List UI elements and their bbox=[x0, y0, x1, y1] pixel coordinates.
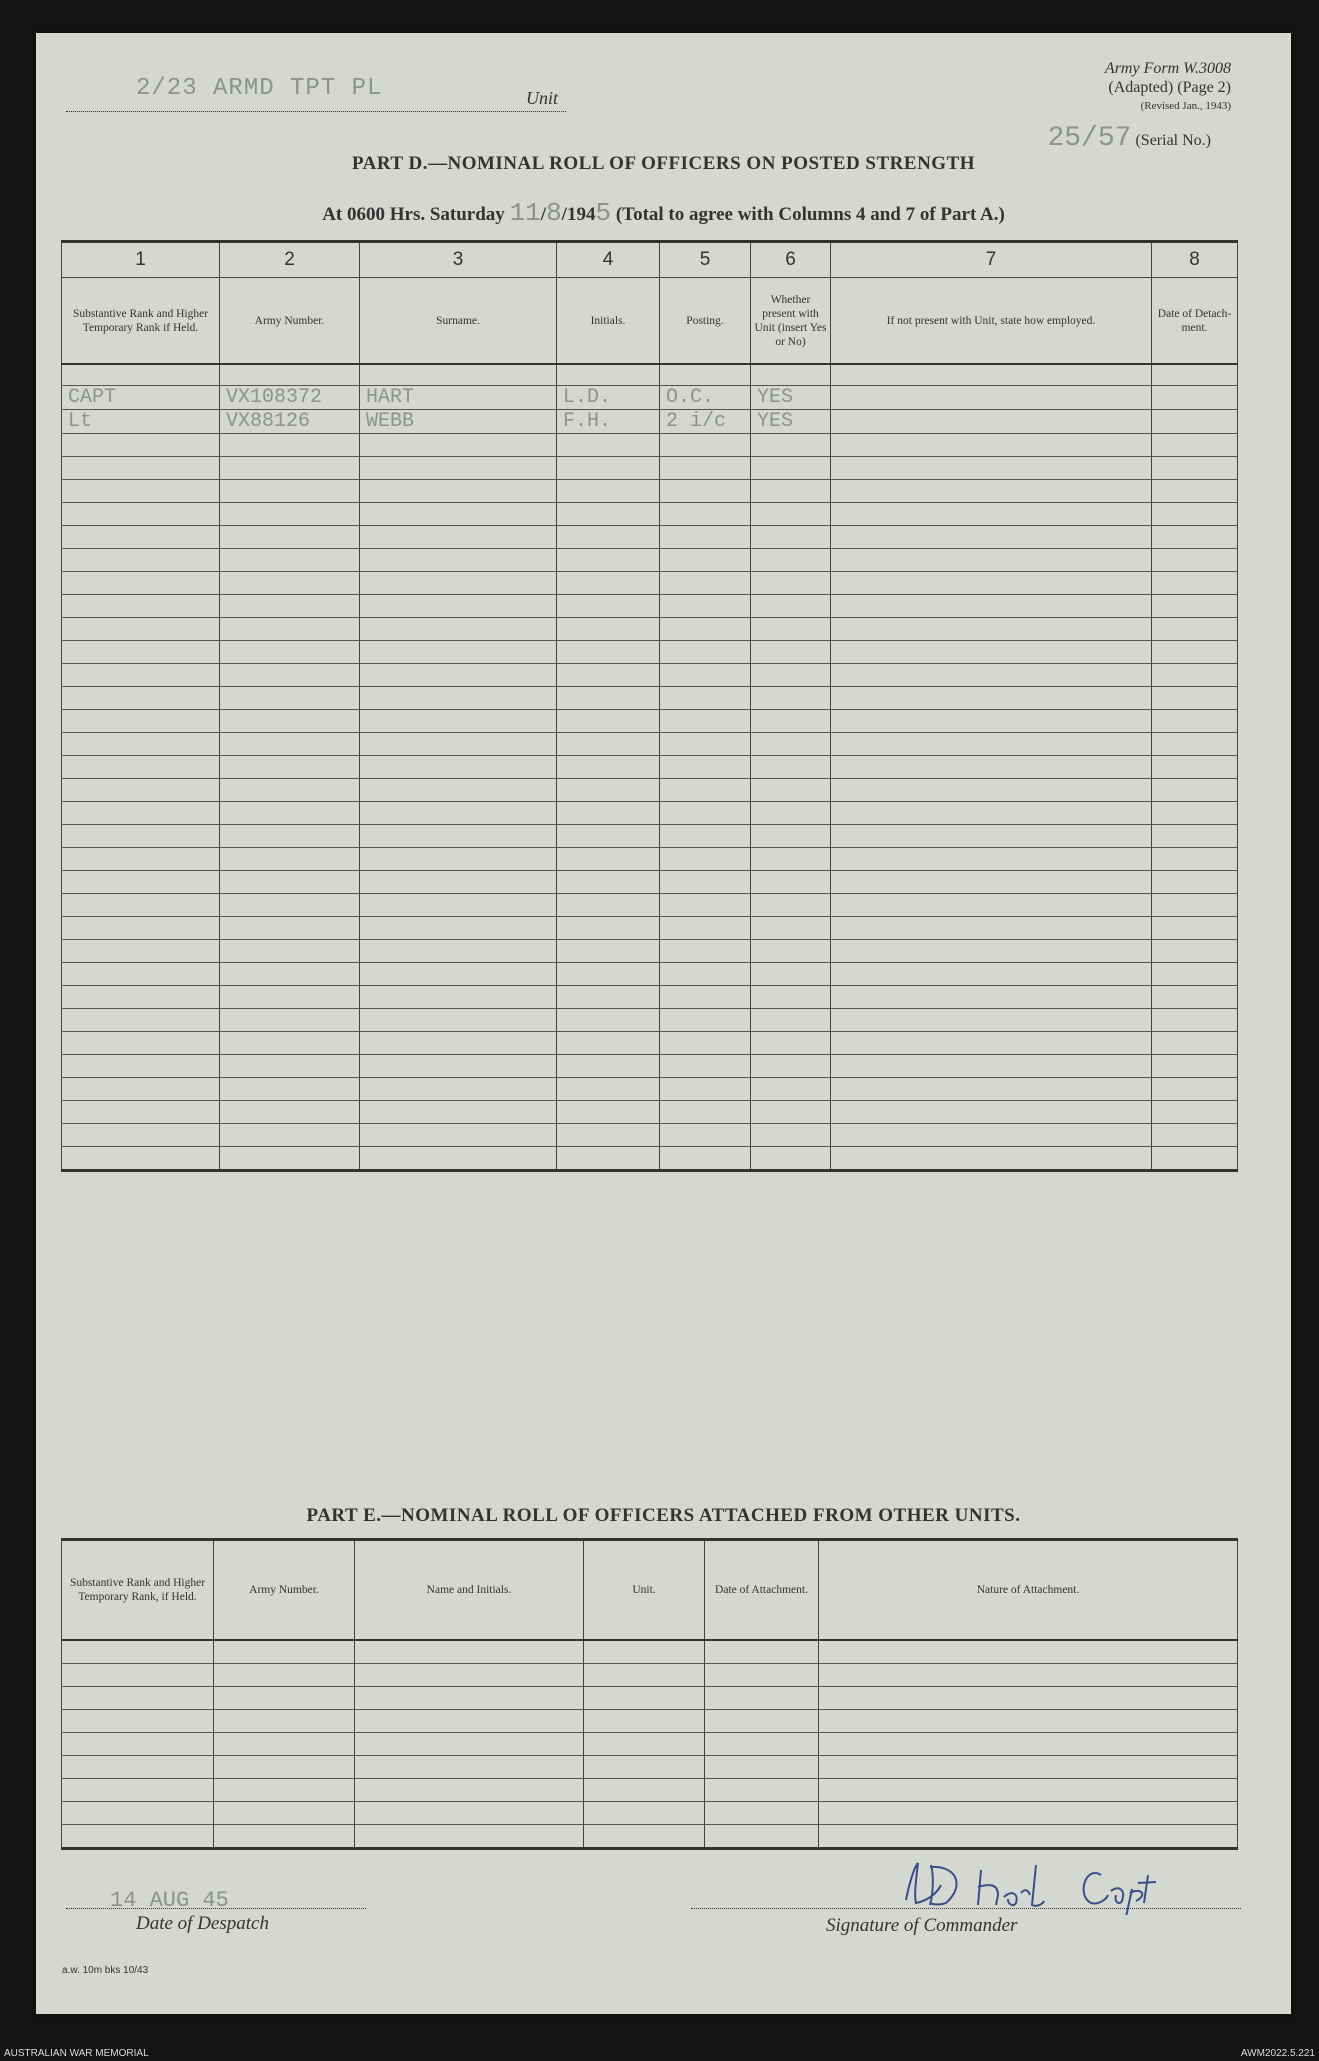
table-row bbox=[62, 687, 1238, 710]
form-identifier bbox=[1105, 59, 1231, 116]
col-header-surname: Surname. bbox=[360, 278, 557, 365]
table-row bbox=[62, 664, 1238, 687]
despatch-line bbox=[66, 1908, 366, 1909]
col-header-name-initials: Name and Initials. bbox=[355, 1540, 584, 1641]
table-row bbox=[62, 526, 1238, 549]
col-header-present: Whether present with Unit (insert Yes or No) bbox=[751, 278, 831, 365]
serial-label: (Serial No.) bbox=[1135, 132, 1211, 149]
table-row bbox=[62, 871, 1238, 894]
time-suffix: (Total to agree with Columns 4 and 7 of Part A.) bbox=[615, 204, 1005, 225]
serial-number bbox=[1047, 123, 1211, 154]
table-row bbox=[62, 1779, 1238, 1802]
col-header-detachment-date: Date of Detach-ment. bbox=[1152, 278, 1238, 365]
cell-surname: WEBB bbox=[360, 410, 557, 434]
despatch-label: Date of Despatch bbox=[136, 1913, 269, 1934]
cell-army-number: VX108372 bbox=[220, 386, 360, 410]
print-code: a.w. 10m bks 10/43 bbox=[62, 1965, 149, 1976]
year-digit: 5 bbox=[595, 198, 612, 228]
part-d-title: PART D.—NOMINAL ROLL OF OFFICERS ON POSTED STRENGTH bbox=[351, 153, 976, 174]
form-number: Army Form W.3008 bbox=[1104, 60, 1231, 77]
part-d-time-line: At 0600 Hrs. Saturday 11/8/1945 (Total to agree with Columns 4 and 7 of Part A.) bbox=[322, 198, 1005, 228]
part-e-title: PART E.—NOMINAL ROLL OF OFFICERS ATTACHED FROM OTHER UNITS. bbox=[306, 1505, 1021, 1526]
col-header-rank: Substantive Rank and Higher Temporary Rank if Held. bbox=[62, 278, 220, 365]
cell-present: YES bbox=[751, 386, 831, 410]
table-row bbox=[62, 963, 1238, 986]
cell-initials: F.H. bbox=[557, 410, 660, 434]
signature-label: Signature of Commander bbox=[826, 1915, 1018, 1936]
signature-line bbox=[691, 1908, 1241, 1909]
table-row bbox=[62, 1640, 1238, 1664]
cell-initials: L.D. bbox=[557, 386, 660, 410]
table-row bbox=[62, 641, 1238, 664]
cell-rank: CAPT bbox=[62, 386, 220, 410]
table-row bbox=[62, 1802, 1238, 1825]
table-row bbox=[62, 1825, 1238, 1849]
col-header-employment: If not present with Unit, state how employed. bbox=[831, 278, 1152, 365]
col-number: 5 bbox=[660, 242, 751, 278]
table-row bbox=[62, 386, 1238, 410]
col-number: 1 bbox=[62, 242, 220, 278]
form-adapted: (Adapted) (Page 2) bbox=[1108, 79, 1231, 96]
col-number: 7 bbox=[831, 242, 1152, 278]
table-row bbox=[62, 756, 1238, 779]
table-row bbox=[62, 410, 1238, 434]
cell-surname: HART bbox=[360, 386, 557, 410]
table-row bbox=[62, 595, 1238, 618]
table-row bbox=[62, 802, 1238, 825]
col-number: 8 bbox=[1152, 242, 1238, 278]
table-row bbox=[62, 1664, 1238, 1687]
table-row bbox=[62, 940, 1238, 963]
form-revision: (Revised Jan., 1943) bbox=[1140, 100, 1231, 112]
col-header-attachment-date: Date of Attachment. bbox=[705, 1540, 819, 1641]
table-row bbox=[62, 1078, 1238, 1101]
form-page bbox=[36, 33, 1291, 2014]
col-header-rank: Substantive Rank and Higher Temporary Rank, if Held. bbox=[62, 1540, 214, 1641]
table-row bbox=[62, 986, 1238, 1009]
table-row bbox=[62, 480, 1238, 503]
table-row bbox=[62, 1687, 1238, 1710]
table-row bbox=[62, 894, 1238, 917]
unit-value: 2/23 ARMD TPT PL bbox=[136, 75, 383, 102]
table-row bbox=[62, 1147, 1238, 1171]
despatch-stamp: 14 AUG 45 bbox=[110, 1888, 229, 1913]
year-prefix: /194 bbox=[561, 204, 596, 225]
cell-rank: Lt bbox=[62, 410, 220, 434]
table-row bbox=[62, 572, 1238, 595]
table-row bbox=[62, 1756, 1238, 1779]
part-d-table bbox=[61, 240, 1238, 1172]
col-number: 3 bbox=[360, 242, 557, 278]
part-e-table bbox=[61, 1538, 1238, 1850]
table-row bbox=[62, 733, 1238, 756]
table-row bbox=[62, 710, 1238, 733]
cell-posting: 2 i/c bbox=[660, 410, 751, 434]
col-header-army-number: Army Number. bbox=[220, 278, 360, 365]
table-row bbox=[62, 1009, 1238, 1032]
cell-posting: O.C. bbox=[660, 386, 751, 410]
table-row bbox=[62, 1733, 1238, 1756]
table-row bbox=[62, 364, 1238, 386]
col-header-posting: Posting. bbox=[660, 278, 751, 365]
table-row bbox=[62, 503, 1238, 526]
unit-label: Unit bbox=[526, 88, 559, 108]
footer-right: AWM2022.5.221 bbox=[1240, 2048, 1315, 2059]
col-header-attachment-nature: Nature of Attachment. bbox=[819, 1540, 1238, 1641]
table-row bbox=[62, 917, 1238, 940]
footer-left: AUSTRALIAN WAR MEMORIAL bbox=[4, 2048, 149, 2059]
month-value: 8 bbox=[546, 198, 562, 228]
table-row bbox=[62, 1124, 1238, 1147]
table-row bbox=[62, 618, 1238, 641]
col-number: 2 bbox=[220, 242, 360, 278]
table-row bbox=[62, 779, 1238, 802]
col-number: 4 bbox=[557, 242, 660, 278]
table-row bbox=[62, 848, 1238, 871]
table-row bbox=[62, 825, 1238, 848]
table-row bbox=[62, 549, 1238, 572]
table-row bbox=[62, 434, 1238, 457]
day-value: 11 bbox=[509, 198, 541, 228]
table-row bbox=[62, 1710, 1238, 1733]
table-row bbox=[62, 1055, 1238, 1078]
time-prefix: At 0600 Hrs. Saturday bbox=[322, 204, 505, 225]
col-number: 6 bbox=[751, 242, 831, 278]
col-header-unit: Unit. bbox=[584, 1540, 705, 1641]
cell-army-number: VX88126 bbox=[220, 410, 360, 434]
table-row bbox=[62, 1101, 1238, 1124]
cell-present: YES bbox=[751, 410, 831, 434]
table-row bbox=[62, 457, 1238, 480]
col-header-army-number: Army Number. bbox=[214, 1540, 355, 1641]
table-row bbox=[62, 1032, 1238, 1055]
col-header-initials: Initials. bbox=[557, 278, 660, 365]
serial-value: 25/57 bbox=[1047, 123, 1132, 154]
commander-signature bbox=[886, 1855, 1216, 1915]
